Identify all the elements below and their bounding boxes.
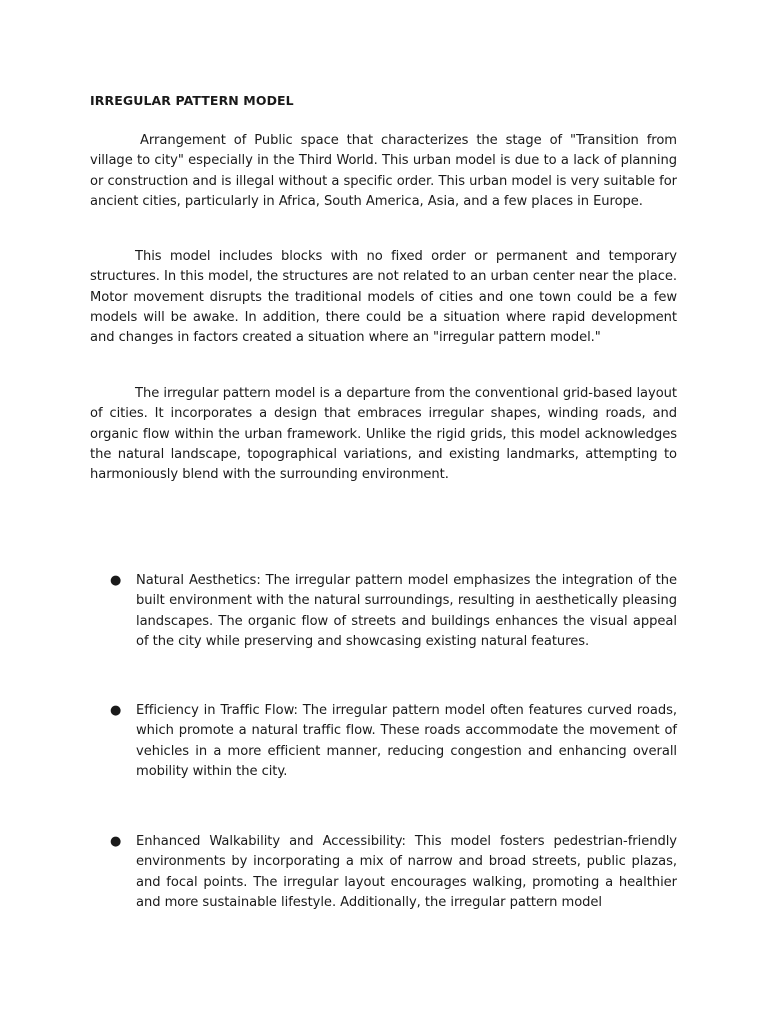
paragraph-1: Arrangement of Public space that characterizes the stage of "Transition from village to city" especially in the Third World. This urban model is due to a lack of planning or construction and is illegal without a specific order. This urban model is very suitable for ancient cities, particularly in Africa, South America, Asia, and a few places in Europe. [90,133,677,209]
bullet-icon: ● [110,703,122,718]
list-item-text: Enhanced Walkability and Accessibility: This model fosters pedestrian-friendly environments by incorporating a mix of narrow and broad streets, public plazas, and focal points. The irregular layout encourages walking, promoting a healthier and more sustainable lifestyle. Additionally, the irregular pattern model [136,834,677,910]
page-title: IRREGULAR PATTERN MODEL [90,93,294,108]
bullet-icon: ● [110,834,122,849]
paragraph-3: The irregular pattern model is a departure from the conventional grid-based layout of cities. It incorporates a design that embraces irregular shapes, winding roads, and organic flow within the urban framework. Unlike the rigid grids, this model acknowledges the natural landscape, topographical variations, and existing landmarks, attempting to harmoniously blend with the surrounding environment. [90,386,677,483]
bullet-icon: ● [110,573,122,588]
list-item-text: Efficiency in Traffic Flow: The irregular pattern model often features curved roads, which promote a natural traffic flow. These roads accommodate the movement of vehicles in a more efficient manner, reducing congestion and enhancing overall mobility within the city. [136,703,677,779]
paragraph-2: This model includes blocks with no fixed order or permanent and temporary structures. In this model, the structures are not related to an urban center near the place. Motor movement disrupts the traditional models of cities and one town could be a few models will be awake. In addition, there could be a situation where rapid development and changes in factors created a situation where an "irregular pattern model." [90,249,677,346]
list-item-text: Natural Aesthetics: The irregular pattern model emphasizes the integration of the built environment with the natural surroundings, resulting in aesthetically pleasing landscapes. The organic flow of streets and buildings enhances the visual appeal of the city while preserving and showcasing existing natural features. [136,573,677,649]
